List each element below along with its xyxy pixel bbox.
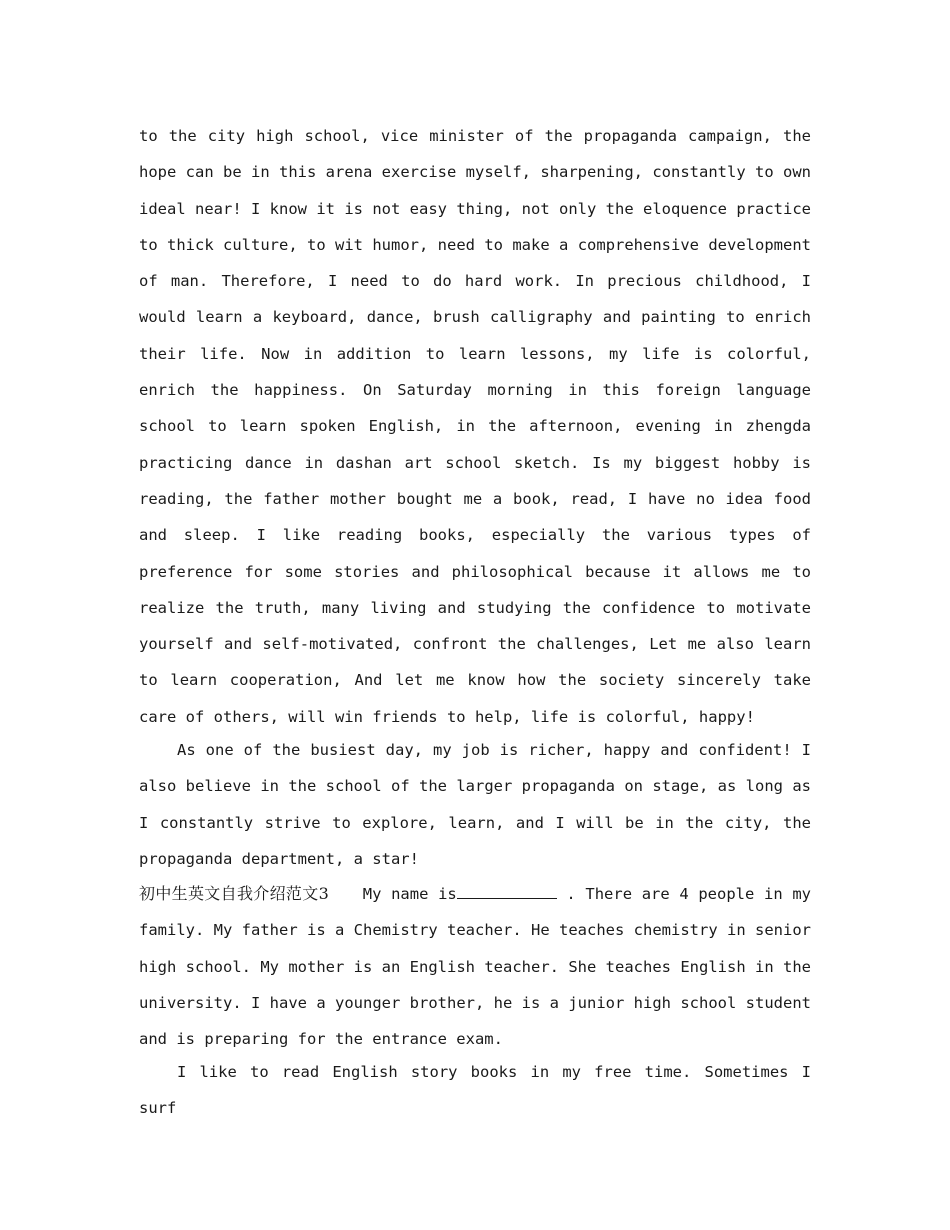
- body-paragraph-1: to the city high school, vice minister of the propaganda campaign, the hope can be in this arena exercise myself, sharpening, constantly to own ideal near! I know it is not easy thing, not only the eloquence practice to thick culture, to wit humor, need to make a comprehensive development of man. Therefore, I need to do hard work. In precious childhood, I would learn a keyboard, dance, brush calligraphy and painting to enrich their life. Now in addition to learn lessons, my life is colorful, enrich the happiness. On Saturday morning in this foreign language school to learn spoken English, in the afternoon, evening in zhengda practicing dance in dashan art school sketch. Is my biggest hobby is reading, the father mother bought me a book, read, I have no idea food and sleep. I like reading books, especially the various types of preference for some stories and philosophical because it allows me to realize the truth, many living and studying the confidence to motivate yourself and self-motivated, confront the challenges, Let me also learn to learn cooperation, And let me know how the society sincerely take care of others, will win friends to help, life is colorful, happy!: [139, 127, 811, 726]
- body-paragraph-3: [139, 876, 811, 1057]
- family-intro-text: . There are 4 people in my family. My father is a Chemistry teacher. He teaches chemistry in senior high school. My mother is an English teacher. She teaches English in the university. I have a younger brother, he is a junior high school student and is preparing for the entrance exam.: [139, 885, 811, 1049]
- section-heading: 初中生英文自我介绍范文3: [139, 884, 329, 903]
- body-paragraph-4: I like to read English story books in my free time. Sometimes I surf: [139, 1063, 811, 1118]
- name-intro-text: My name is: [362, 885, 457, 903]
- body-paragraph-2: As one of the busiest day, my job is richer, happy and confident! I also believe in the school of the larger propaganda on stage, as long as I constantly strive to explore, learn, and I will be in the city, the propaganda department, a star!: [139, 741, 811, 868]
- name-blank-line: [457, 884, 557, 899]
